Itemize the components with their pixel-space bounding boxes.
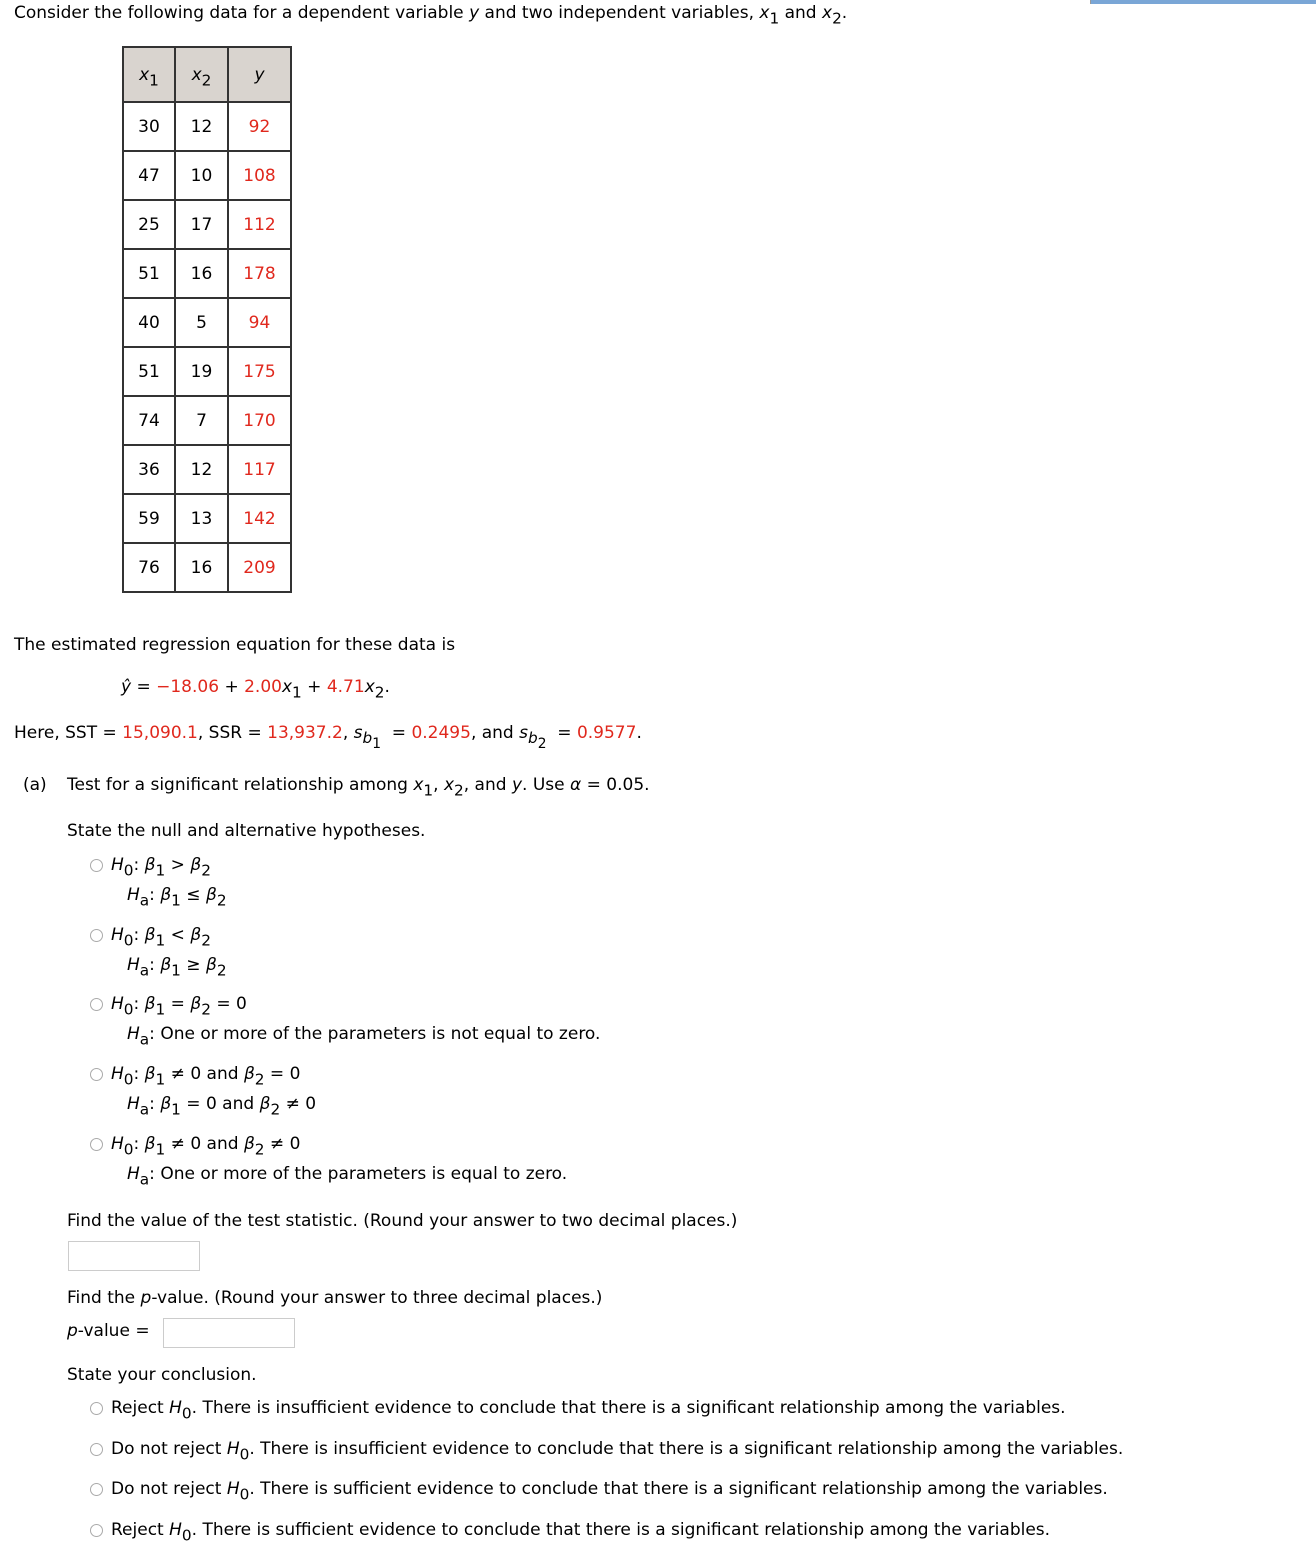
cell-y: 108 [228,151,291,200]
cell-x2: 5 [175,298,228,347]
ha-text-3: One or more of the parameters is not equal to zero. [160,1024,601,1044]
radio-button[interactable] [90,1483,103,1496]
table-row [123,494,291,543]
cell-y: 112 [228,200,291,249]
cell-x1: 51 [123,347,175,396]
table-row [123,298,291,347]
header-y: y [228,47,291,102]
cell-y: 94 [228,298,291,347]
conclusion-action: Do not reject [111,1479,222,1499]
conclusion-text: There is sufficient evidence to conclude that there is a significant relationship among the variables. [202,1520,1051,1540]
cell-x1: 51 [123,249,175,298]
table-row [123,200,291,249]
conclusion-option-1[interactable]: Reject $H_0$. There is insufficient evidence to conclude that there is a significant relationship among the variables. [90,1398,1066,1418]
conclusion-text: There is insufficient evidence to conclude that there is a significant relationship among the variables. [260,1439,1124,1459]
table-row [123,249,291,298]
part-a-question: Test for a significant relationship among $x_1$, $x_2$, and y. Use α = 0.05. [67,775,650,800]
intro-text: Consider the following data for a dependent variable y and two independent variables, $x_1$ and $x_2$. [14,3,848,28]
cell-x2: 19 [175,347,228,396]
test-stat-prompt: Find the value of the test statistic. (Round your answer to two decimal places.) [67,1211,738,1231]
table-row [123,347,291,396]
radio-button[interactable] [90,1402,103,1415]
b2-value: 4.71 [326,677,365,697]
sst-value: 15,090.1 [122,723,198,743]
cell-y: 117 [228,445,291,494]
intercept-value: −18.06 [156,677,220,697]
cell-y: 142 [228,494,291,543]
regression-equation: ŷ = $-18.06 + 2.00x_1 + 4.71x_2$. [121,677,390,702]
ssr-value: 13,937.2 [267,723,343,743]
alpha-value: 0.05 [606,775,645,795]
cell-x1: 30 [123,102,175,151]
header-x1: $x_1$ [123,47,175,102]
conclusion-text: There is insufficient evidence to conclude that there is a significant relationship among the variables. [202,1398,1066,1418]
cell-y: 175 [228,347,291,396]
conclusion-text: There is sufficient evidence to conclude that there is a significant relationship among the variables. [260,1479,1108,1499]
radio-button[interactable] [90,859,103,872]
cell-x2: 13 [175,494,228,543]
table-row [123,396,291,445]
table-header-row [123,47,291,102]
ha-text-5: One or more of the parameters is equal to zero. [160,1164,568,1184]
conclusion-action: Reject [111,1398,164,1418]
cell-x2: 16 [175,249,228,298]
cell-y: 209 [228,543,291,592]
cell-x2: 7 [175,396,228,445]
cell-x1: 25 [123,200,175,249]
regression-intro: The estimated regression equation for these data is [14,635,456,655]
cell-x2: 16 [175,543,228,592]
conclusion-option-4[interactable]: Reject $H_0$. There is sufficient evidence to conclude that there is a significant relationship among the variables. [90,1520,1050,1540]
stats-line: Here, SST = 15,090.1, SSR = 13,937.2, $s_{b_1} = 0.2495$, and $s_{b_2} = 0.9577$. [14,723,642,753]
table-row [123,445,291,494]
hypotheses-prompt: State the null and alternative hypotheses. [67,821,426,841]
header-x2: $x_2$ [175,47,228,102]
table-row [123,102,291,151]
cell-y: 92 [228,102,291,151]
cell-x2: 12 [175,445,228,494]
pvalue-input[interactable] [163,1318,295,1348]
radio-button[interactable] [90,998,103,1011]
radio-button[interactable] [90,1068,103,1081]
conclusion-action: Do not reject [111,1439,222,1459]
cell-x1: 40 [123,298,175,347]
cell-y: 178 [228,249,291,298]
cell-x1: 47 [123,151,175,200]
top-scroll-indicator [1090,0,1316,4]
conclusion-option-3[interactable]: Do not reject $H_0$. There is sufficient evidence to conclude that there is a significant relationship among the variables. [90,1479,1108,1499]
radio-button[interactable] [90,1524,103,1537]
conclusion-prompt: State your conclusion. [67,1365,257,1385]
conclusion-action: Reject [111,1520,164,1540]
test-statistic-input[interactable] [68,1241,200,1271]
pvalue-label: p-value = [67,1321,150,1341]
cell-x2: 10 [175,151,228,200]
cell-x1: 74 [123,396,175,445]
sb1-value: 0.2495 [411,723,471,743]
cell-y: 170 [228,396,291,445]
cell-x1: 59 [123,494,175,543]
cell-x1: 36 [123,445,175,494]
part-a-label: (a) [23,775,47,795]
sb2-value: 0.9577 [576,723,637,743]
table-row [123,151,291,200]
table-row [123,543,291,592]
data-table [122,46,292,593]
pvalue-prompt: Find the p-value. (Round your answer to three decimal places.) [67,1288,603,1308]
radio-button[interactable] [90,929,103,942]
cell-x2: 12 [175,102,228,151]
conclusion-option-2[interactable]: Do not reject $H_0$. There is insufficient evidence to conclude that there is a significant relationship among the variables. [90,1439,1123,1459]
cell-x1: 76 [123,543,175,592]
cell-x2: 17 [175,200,228,249]
radio-button[interactable] [90,1138,103,1151]
b1-value: 2.00 [244,677,282,697]
radio-button[interactable] [90,1443,103,1456]
